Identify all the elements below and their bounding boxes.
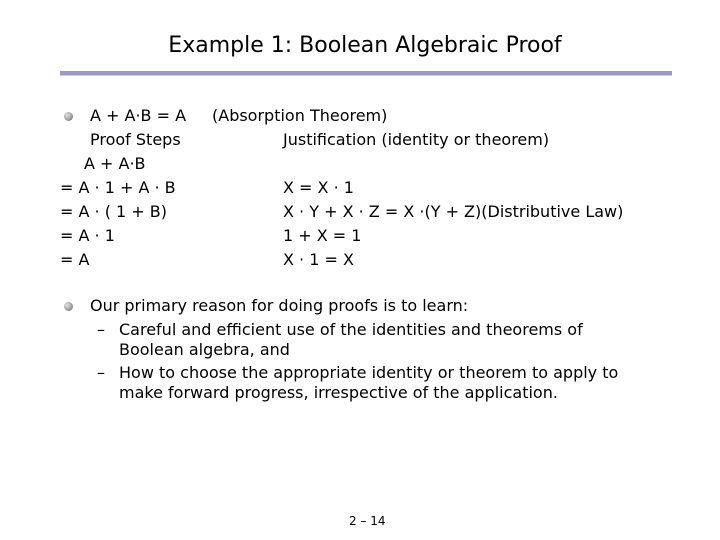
proof-steps-header: Proof Steps xyxy=(90,130,181,149)
justification-header: Justification (identity or theorem) xyxy=(283,130,550,149)
proof-statement: A + A·B = A xyxy=(90,106,187,125)
sub-point-line: Careful and efficient use of the identities and theorems of xyxy=(119,320,583,339)
justification: 1 + X = 1 xyxy=(283,226,362,245)
theorem-name: (Absorption Theorem) xyxy=(212,106,388,125)
proof-step: = A · 1 xyxy=(60,226,115,245)
justification: X · Y + X · Z = X ·(Y + Z)(Distributive Law) xyxy=(283,202,624,221)
sub-point-line: Boolean algebra, and xyxy=(119,340,290,359)
dash-marker: – xyxy=(97,320,105,339)
justification: X = X · 1 xyxy=(283,178,354,197)
proof-step: = A xyxy=(60,250,90,269)
reason-intro: Our primary reason for doing proofs is to learn: xyxy=(90,296,469,315)
sub-point-line: How to choose the appropriate identity or theorem to apply to xyxy=(119,363,619,382)
page-number: 2 – 14 xyxy=(349,514,386,528)
proof-step: = A · ( 1 + B) xyxy=(60,202,167,221)
bullet-icon xyxy=(64,302,73,311)
justification: X · 1 = X xyxy=(283,250,354,269)
slide-title: Example 1: Boolean Algebraic Proof xyxy=(168,33,562,58)
proof-step: = A · 1 + A · B xyxy=(60,178,176,197)
dash-marker: – xyxy=(97,363,105,382)
sub-point-line: make forward progress, irrespective of the application. xyxy=(119,383,558,402)
bullet-icon xyxy=(64,112,73,121)
title-divider xyxy=(60,71,672,76)
proof-step: A + A·B xyxy=(84,154,146,173)
